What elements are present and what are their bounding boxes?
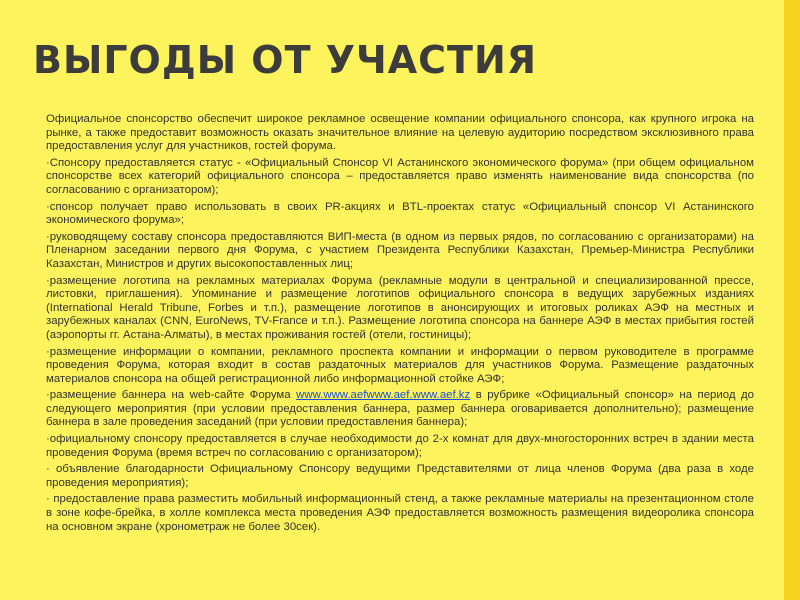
bullet-banner [46, 389, 754, 430]
bullet-info-placement: ·размещение информации о компании, рекламного проспекта компании и информации о первом руководителе в программе проведения Форума, которая входит в состав раздаточных материалов для участников Форума. Размещение раздаточных материалов спонсора на общей регистрационной либо информационной стойке АЭФ; [46, 345, 754, 385]
bullet-gratitude: · объявление благодарности Официальному Спонсору ведущими Представителями от лица членов Форума (два раза в ходе проведения мероприятия); [46, 463, 754, 489]
bullet-info-stand: · предоставление права разместить мобильный информационный стенд, а также рекламные материалы на презентационном столе в зоне кофе-брейка, в холле комплекса места проведения АЭФ предоставляется возможность размещения видеоролика спонсора на основном экране (хронометраж не более 30сек). [46, 493, 754, 533]
bullet-vip-seats: ·руководящему составу спонсора предоставляются ВИП-места (в одном из первых рядов, по согласованию с организаторами) на Пленарном заседании первого дня Форума, с участием Президента Республики Казахстан, Премьер-Министра Республики Казахстан, Министров и других высокопоставленных лиц; [46, 230, 754, 270]
banner-text-after: в рубрике «Официальный спонсор» на период до следующего мероприятия (при условии предоставления баннера, размер баннера оговаривается дополнительно); размещение баннера в зале проведения заседаний (при условии предоставления баннера); [46, 389, 754, 429]
slide-body [46, 113, 754, 537]
banner-text-before: ·размещение баннера на web-сайте Форума [46, 389, 297, 402]
accent-bar [784, 0, 800, 600]
bullet-meeting-rooms: ·официальному спонсору предоставляется в случае необходимости до 2-х комнат для двух-многосторонних встреч в здании места проведения Форума (время встреч по согласованию с организатором); [46, 433, 754, 459]
slide-title: ВЫГОДЫ ОТ УЧАСТИЯ [33, 38, 538, 82]
bullet-status: ·Спонсору предоставляется статус - «Официальный Спонсор VI Астанинского экономического форума» (при общем официальном спонсорстве всех категорий официального спонсора – предоставляется право изменять наименование вида спонсорства (по согласованию с организатором); [46, 156, 754, 196]
bullet-pr-rights: ·спонсор получает право использовать в своих PR-акциях и BTL-проектах статус «Официальный спонсор VI Астанинского экономического форума»; [46, 200, 754, 227]
website-link[interactable]: www.www.aefwww.aef.www.aef.kz [296, 389, 471, 402]
intro-paragraph: Официальное спонсорство обеспечит широкое рекламное освещение компании официального спонсора, как крупного игрока на рынке, а также предоставит возможность оказать значительное влияние на целевую аудиторию посредством эксклюзивного права предоставления услуг для участников, гостей форума. [46, 113, 754, 153]
bullet-logo-placement: ·размещение логотипа на рекламных материалах Форума (рекламные модули в центральной и специализированной прессе, листовки, приглашения). Упоминание и размещение логотипов официального спонсора в ведущих зарубежных изданиях (International Herald Tribune, Forbes и т.п.), размещение логотипов в анонсирующих и итоговых роликах АЭФ на местных и зарубежных каналах (CNN, EuroNews, TV-France и т.п.). Размещение логотипа спонсора на баннере АЭФ в местах прибытия гостей (аэропорты гг. Астана-Алматы), в местах проживания гостей (отели, гостиницы); [46, 274, 754, 341]
